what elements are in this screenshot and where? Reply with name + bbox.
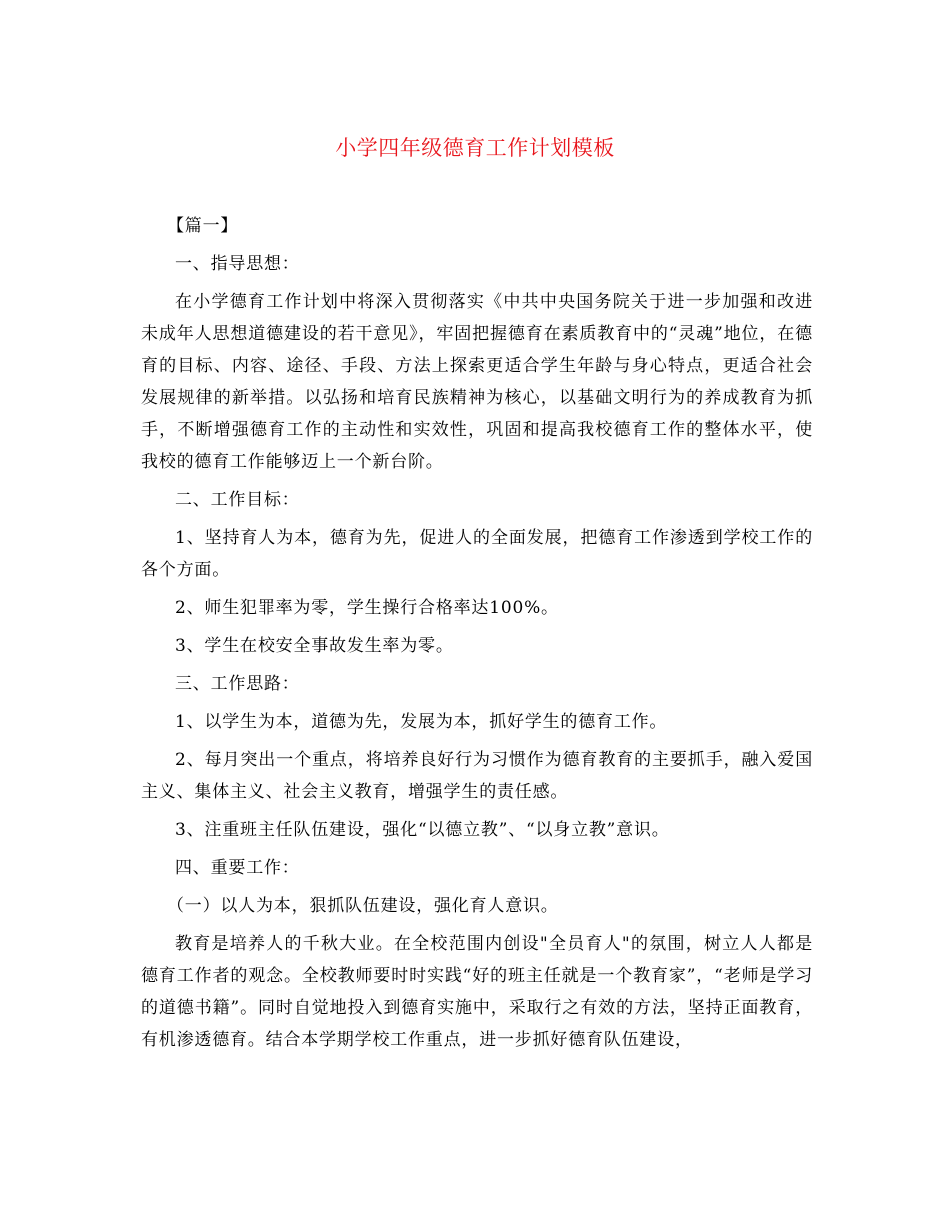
key-work-subheading-1: （一）以人为本，狠抓队伍建设，强化育人意识。 <box>167 896 559 916</box>
goal-item-1: 1、坚持育人为本，德育为先，促进人的全面发展，把德育工作渗透到学校工作的各个方面。 <box>141 528 813 580</box>
goal-item-3: 3、学生在校安全事故发生率为零。 <box>175 636 454 656</box>
paragraph-education: 教育是培养人的千秋大业。在全校范围内创设"全员育人"的氛围，树立人人都是德育工作者的观念。全校教师要时时实践“好的班主任就是一个教育家”，“老师是学习的道德书籍”。同时自觉地投入到德育实施中，采取行之有效的方法，坚持正面教育，有机渗透德育。结合本学期学校工作重点，进一步抓好德育队伍建设， <box>141 934 813 1050</box>
heading-key-work: 四、重要工作： <box>175 858 300 878</box>
heading-guiding-thought: 一、指导思想： <box>175 254 300 274</box>
heading-work-approach: 三、工作思路： <box>175 674 300 694</box>
document-title: 小学四年级德育工作计划模板 <box>335 136 615 160</box>
document-body <box>141 210 813 1062</box>
approach-item-2: 2、每月突出一个重点，将培养良好行为习惯作为德育教育的主要抓手，融入爱国主义、集体主义、社会主义教育，增强学生的责任感。 <box>141 750 813 802</box>
heading-work-goals: 二、工作目标： <box>175 490 300 510</box>
goal-item-2: 2、师生犯罪率为零，学生操行合格率达100%。 <box>175 598 559 618</box>
approach-item-1: 1、以学生为本，道德为先，发展为本，抓好学生的德育工作。 <box>175 712 668 732</box>
paragraph-guiding-thought: 在小学德育工作计划中将深入贯彻落实《中共中央国务院关于进一步加强和改进未成年人思想道德建设的若干意见》，牢固把握德育在素质教育中的“灵魂”地位，在德育的目标、内容、途径、手段、方法上探索更适合学生年龄与身心特点，更适合社会发展规律的新举措。以弘扬和培育民族精神为核心，以基础文明行为的养成教育为抓手，不断增强德育工作的主动性和实效性，巩固和提高我校德育工作的整体水平，使我校的德育工作能够迈上一个新台阶。 <box>141 292 813 472</box>
section-label: 【篇一】 <box>167 216 239 236</box>
approach-item-3: 3、注重班主任队伍建设，强化“以德立教”、“以身立教”意识。 <box>175 820 670 840</box>
